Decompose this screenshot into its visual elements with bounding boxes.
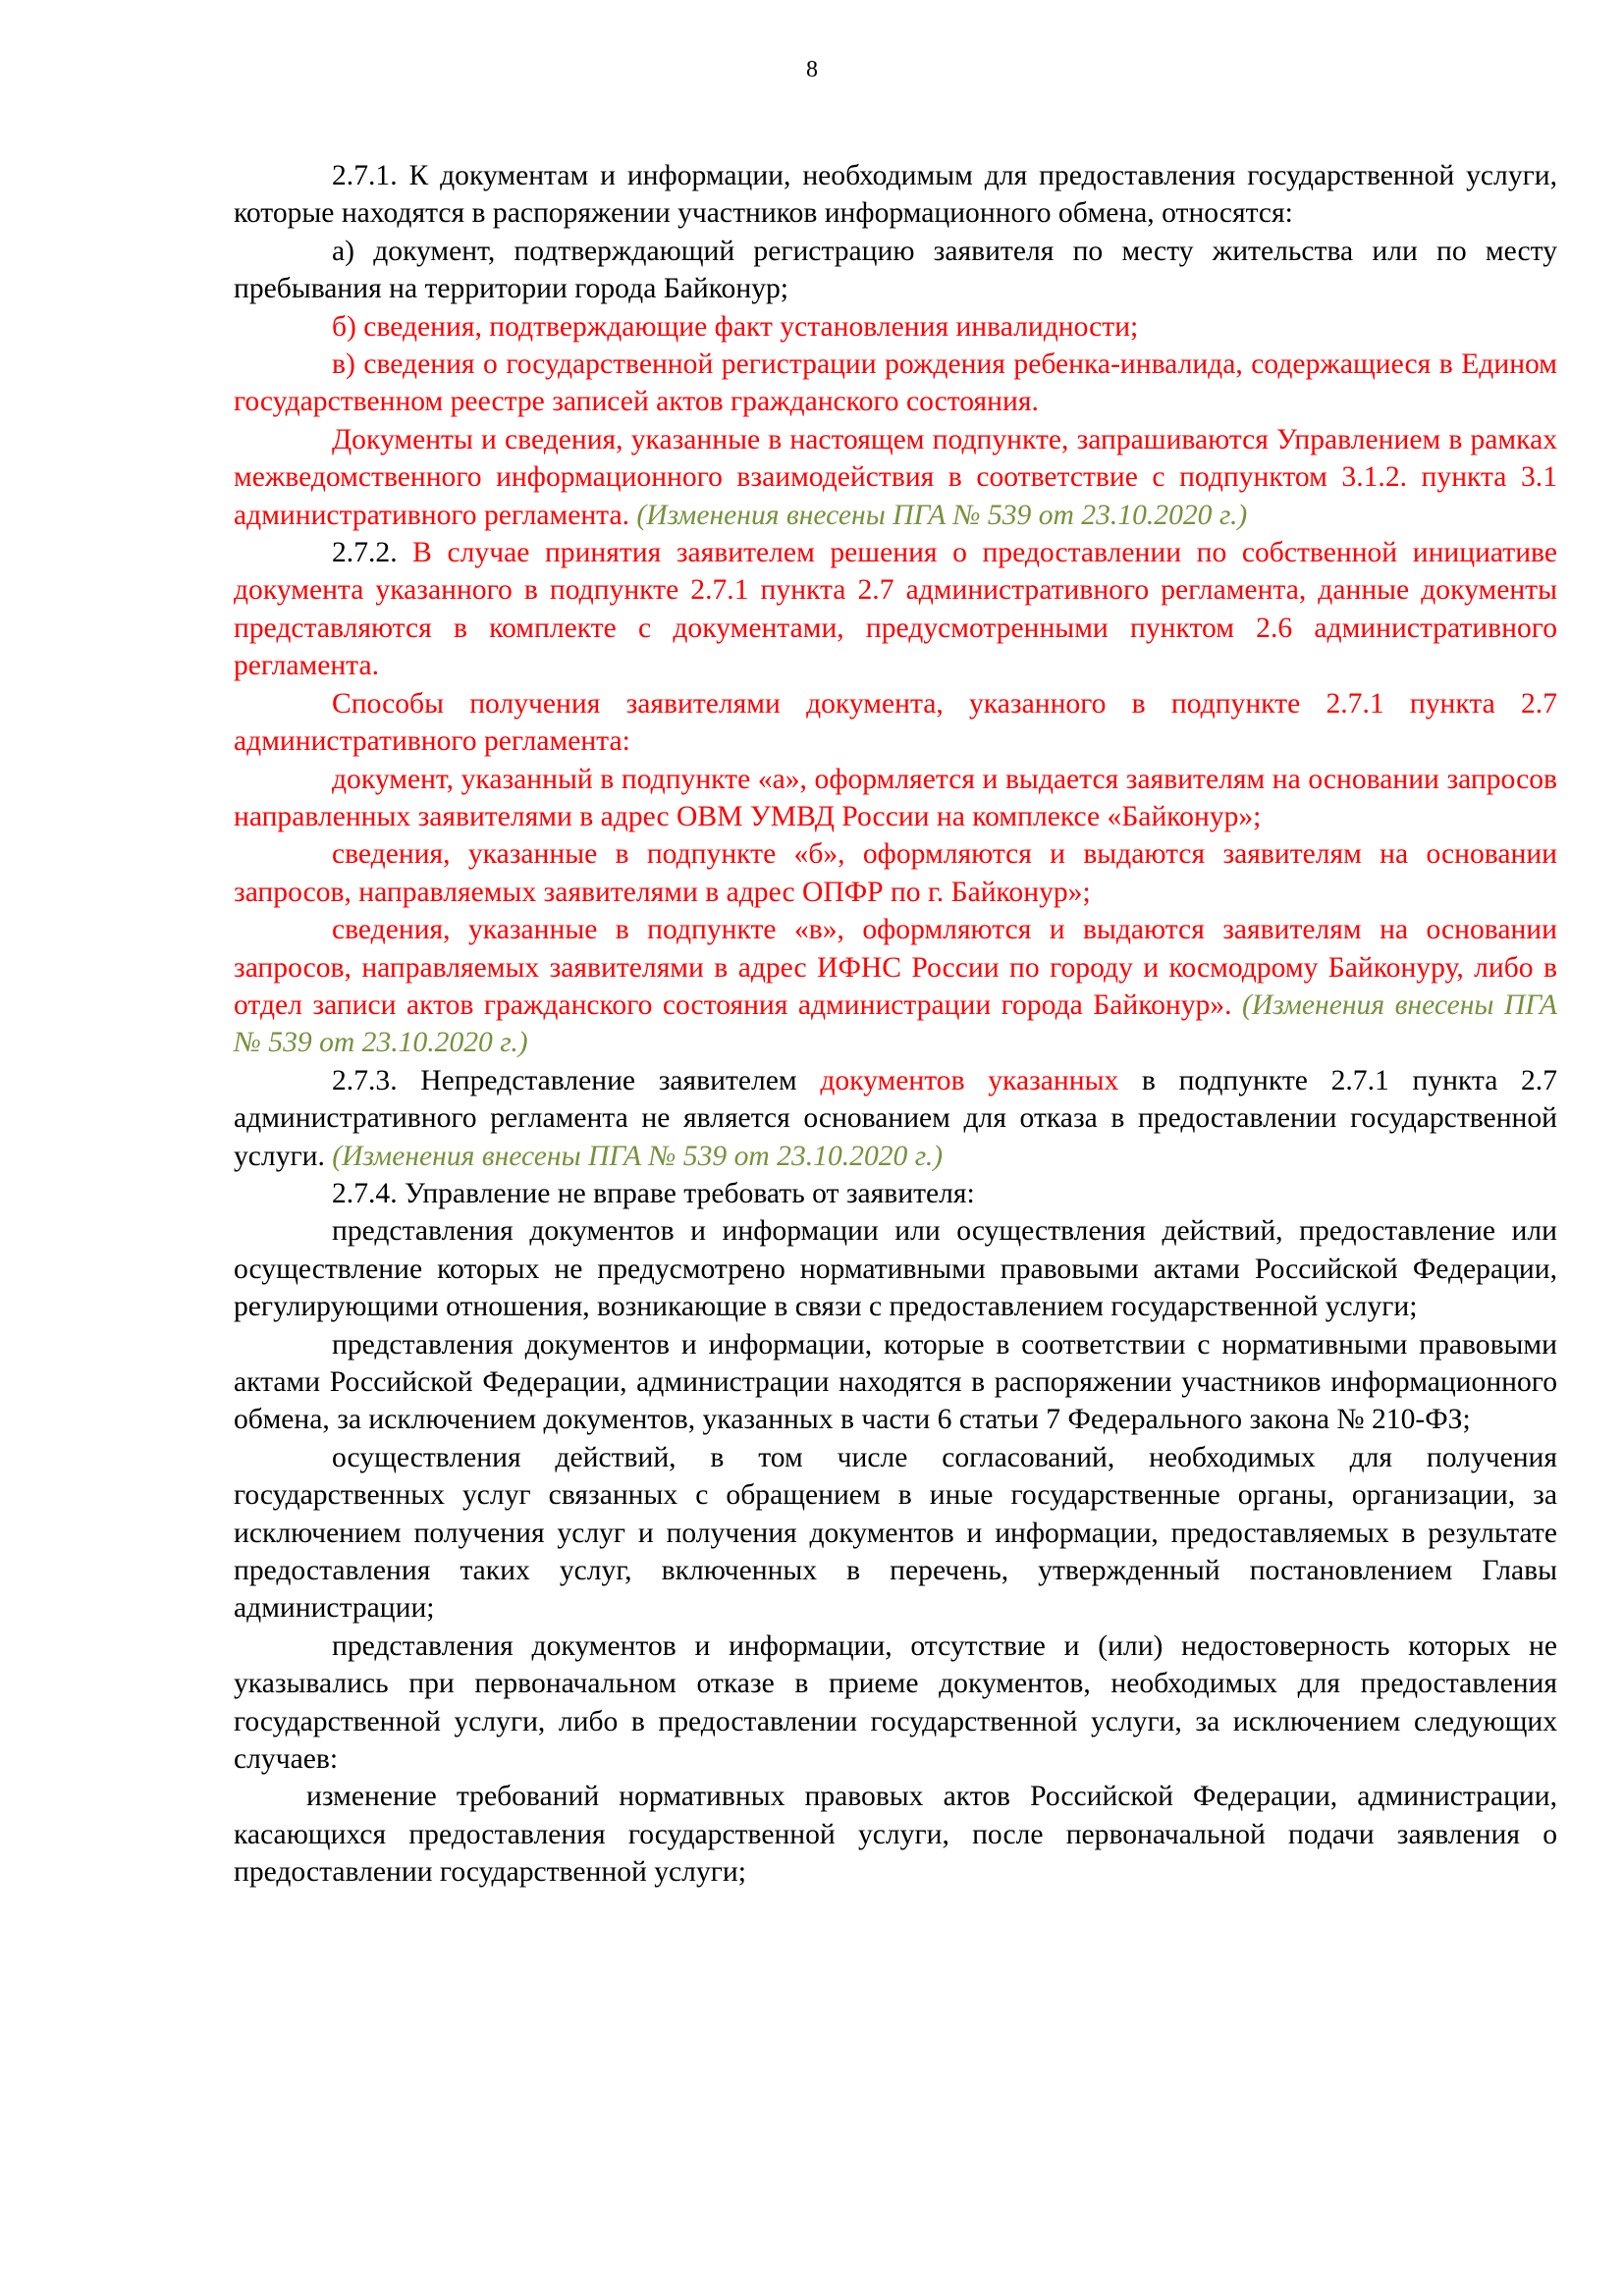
paragraph-requirement-3: осуществления действий, в том числе согласований, необходимых для получения государственных услуг связанных с обращением в иные государственные органы, организации, за исключением получения услуг и получения документов и информации, предоставляемых в результате предоставления таких услуг, включенных в перечень, утвержденный постановлением Главы администрации; bbox=[234, 1441, 1557, 1625]
paragraph-requirement-2: представления документов и информации, которые в соответствии с нормативными правовыми актами Российской Федерации, администрации находятся в распоряжении участников информационного обмена, за исключением документов, указанных в части 6 статьи 7 Федерального закона № 210-ФЗ; bbox=[234, 1328, 1557, 1436]
paragraph-item-v: в) сведения о государственной регистрации рождения ребенка-инвалида, содержащиеся в Едином государственном реестре записей актов гражданского состояния. bbox=[234, 348, 1557, 418]
document-body bbox=[234, 157, 1557, 1892]
paragraph-requirement-4: представления документов и информации, отсутствие и (или) недостоверность которых не указывались при первоначальном отказе в приеме документов, необходимых для предоставления государственной услуги, либо в предоставлении государственной услуги, за исключением следующих случаев: bbox=[234, 1629, 1557, 1776]
paragraph-method-a: документ, указанный в подпункте «а», оформляется и выдается заявителям на основании запросов направленных заявителями в адрес ОВМ УМВД России на комплексе «Байконур»; bbox=[234, 763, 1557, 832]
amended-text: сведения, указанные в подпункте «в», оформляются и выдаются заявителям на основании запросов, направляемых заявителями в адрес ИФНС России по городу и космодрому Байконуру, либо в отдел записи актов гражданского состояния администрации города Байконур». bbox=[234, 914, 1557, 1021]
paragraph-requirement-1: представления документов и информации или осуществления действий, предоставление или осуществление которых не предусмотрено нормативными правовыми актами Российской Федерации, регулирующими отношения, возникающие в связи с предоставлением государственной услуги; bbox=[234, 1215, 1557, 1323]
amended-text: В случае принятия заявителем решения о предоставлении по собственной инициативе документа указанного в подпункте 2.7.1 пункта 2.7 административного регламента, данные документы представляются в комплекте с документами, предусмотренными пунктом 2.6 административного регламента. bbox=[234, 537, 1557, 682]
paragraph-interagency-request bbox=[234, 421, 1557, 534]
paragraph-method-b: сведения, указанные в подпункте «б», оформляются и выдаются заявителям на основании запросов, направляемых заявителями в адрес ОПФР по г. Байконур»; bbox=[234, 838, 1557, 908]
paragraph-item-a: а) документ, подтверждающий регистрацию заявителя по месту жительства или по месту пребывания на территории города Байконур; bbox=[234, 235, 1557, 305]
paragraph-item-b: б) сведения, подтверждающие факт установления инвалидности; bbox=[332, 310, 1139, 343]
paragraph-2-7-1: 2.7.1. К документам и информации, необходимым для предоставления государственной услуги, которые находятся в распоряжении участников информационного обмена, относятся: bbox=[234, 160, 1557, 230]
paragraph-2-7-4: 2.7.4. Управление не вправе требовать от заявителя: bbox=[332, 1177, 975, 1209]
paragraph-2-7-3 bbox=[234, 1062, 1557, 1175]
paragraph-number: 2.7.2. bbox=[332, 537, 398, 569]
amendment-note: (Изменения внесены ПГА № 539 от 23.10.2020 г.) bbox=[324, 1140, 944, 1172]
amended-text: документов указанных bbox=[820, 1064, 1119, 1096]
paragraph-text: 2.7.3. Непредставление заявителем bbox=[332, 1064, 821, 1096]
paragraph-text: в подпункте 2.7.1 пункта 2.7 административного регламента не является основанием для отказа в предоставлении государственной услуги. bbox=[234, 1064, 1557, 1172]
amendment-note: (Изменения внесены ПГА № 539 от 23.10.2020 г.) bbox=[234, 988, 1557, 1059]
amendment-note: (Изменения внесены ПГА № 539 от 23.10.2020 г.) bbox=[629, 499, 1248, 531]
amended-text: Документы и сведения, указанные в настоящем подпункте, запрашиваются Управлением в рамках межведомственного информационного взаимодействия в соответствие с подпунктом 3.1.2. пункта 3.1 административного регламента. bbox=[234, 423, 1557, 531]
page-number: 8 bbox=[806, 57, 818, 82]
paragraph-method-v bbox=[234, 911, 1557, 1062]
paragraph-2-7-2 bbox=[234, 534, 1557, 685]
paragraph-exception-1: изменение требований нормативных правовых актов Российской Федерации, администрации, касающихся предоставления государственной услуги, после первоначальной подачи заявления о предоставлении государственной услуги; bbox=[234, 1781, 1557, 1889]
paragraph-methods-intro: Способы получения заявителями документа, указанного в подпункте 2.7.1 пункта 2.7 административного регламента: bbox=[234, 687, 1557, 758]
